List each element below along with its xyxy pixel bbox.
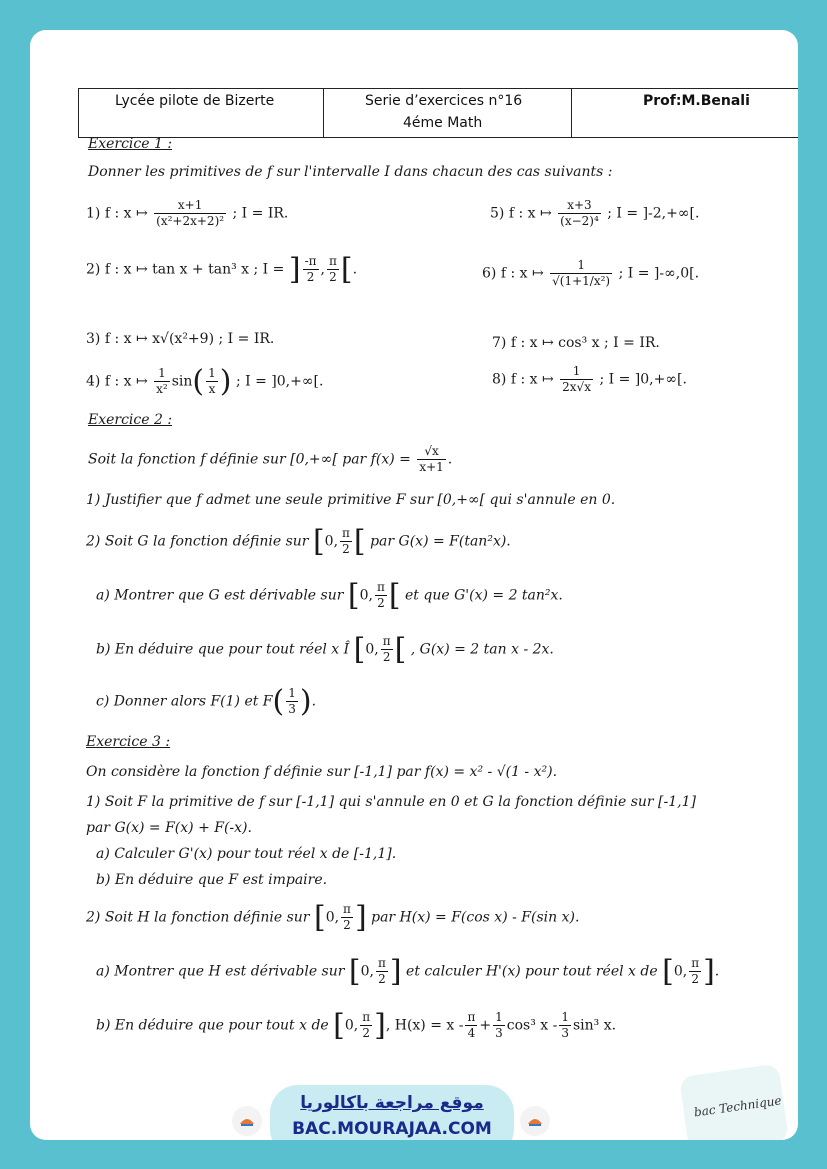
teacher-name: Prof:M.Benali [643, 93, 750, 109]
ex1-item-4: 4) f : x ↦ $\frac{1}{\text{x²}}$ sin( $\frac{1}{x}$ ) ; I = ]0,+∞[. [86, 364, 324, 399]
ex1-item-2: 2) f : x ↦ tan x + tan³ x ; I = ] $\frac{-\pi}{2}$ , $\frac{\pi}{2}$ [. [86, 252, 358, 287]
ex3-q2: 2) Soit H la fonction définie sur [0, $\frac{\pi}{2}$ ] par H(x) = F(cos x) - F(sin x). [86, 900, 580, 935]
exercise-1-title: Exercice 1 : [88, 136, 173, 152]
ex2-q2: 2) Soit G la fonction définie sur [0, $\frac{\pi}{2}$ [ par G(x) = F(tan²x). [86, 524, 511, 559]
ex2-qc: c) Donner alors F(1) et F( $\frac{1}{3}$ ). [96, 684, 317, 719]
ex1-item-7: 7) f : x ↦ cos³ x ; I = IR. [492, 335, 660, 351]
series-title: Serie d’exercices n°16 [365, 93, 523, 109]
site-url[interactable]: BAC.MOURAJAA.COM [292, 1119, 492, 1139]
site-logo-left-icon [232, 1106, 262, 1136]
ex1-item-1: 1) f : x ↦ $\frac{x+1}{\text{(x²+2x+2)²}}$ ; I = IR. [86, 198, 289, 228]
ex3-qb: b) En déduire que F est impaire. [96, 872, 328, 888]
ex3-q2b: b) En déduire que pour tout x de [0, $\frac{\pi}{2}$ ], H(x) = x - $\frac{\pi}{4}$ + $\frac{1}{3}$ cos³ x - $\frac{1}{3}$ sin³ x. [96, 1008, 617, 1043]
exercise-2-title: Exercice 2 : [88, 412, 173, 428]
ex3-q2a: a) Montrer que H est dérivable sur [0, $\frac{\pi}{2}$ ] et calculer H'(x) pour tout réel x de [0, $\frac{\pi}{2}$ ]. [96, 954, 720, 989]
header-table [78, 88, 798, 138]
class-level: 4éme Math [403, 115, 483, 131]
ex1-item-6: 6) f : x ↦ $\frac{1}{\text{√(1+1/x²)}}$ ; I = ]-∞,0[. [482, 258, 700, 288]
ex1-item-5: 5) f : x ↦ $\frac{x+3}{\text{(x−2)⁴}}$ ; I = ]-2,+∞[. [490, 198, 700, 228]
ex3-qa: a) Calculer G'(x) pour tout réel x de [-1,1]. [96, 846, 397, 862]
ex1-item-3: 3) f : x ↦ x√(x²+9) ; I = IR. [86, 331, 275, 347]
site-logo-right-icon [520, 1106, 550, 1136]
bac-technique-stamp: bac Technique [679, 1063, 789, 1140]
exercise-3-title: Exercice 3 : [86, 734, 171, 750]
exercise-1-intro: Donner les primitives de f sur l'intervalle I dans chacun des cas suivants : [88, 164, 613, 180]
document-page [30, 30, 798, 1140]
school-name: Lycée pilote de Bizerte [115, 93, 275, 109]
site-banner[interactable] [270, 1085, 514, 1140]
ex2-qa: a) Montrer que G est dérivable sur [0, $\frac{\pi}{2}$ [ et que G'(x) = 2 tan²x. [96, 578, 563, 613]
ex3-q1: 1) Soit F la primitive de f sur [-1,1] qui s'annule en 0 et G la fonction définie sur [-1,1] [86, 794, 696, 810]
ex2-qb: b) En déduire que pour tout réel x Î [0, $\frac{\pi}{2}$ [ , G(x) = 2 tan x - 2x. [96, 632, 554, 667]
ex1-item-8: 8) f : x ↦ $\frac{1}{2x√x}$ ; I = ]0,+∞[. [492, 364, 687, 394]
site-arabic-name: موقع مراجعة باكالوريا [300, 1093, 484, 1113]
ex2-q1: 1) Justifier que f admet une seule primitive F sur [0,+∞[ qui s'annule en 0. [86, 492, 616, 508]
ex3-q1b: par G(x) = F(x) + F(-x). [86, 820, 252, 836]
ex3-intro: On considère la fonction f définie sur [-1,1] par f(x) = x² - √(1 - x²). [86, 764, 558, 780]
ex2-intro: Soit la fonction f définie sur [0,+∞[ par f(x) = $\frac{√x}{x+1}$ . [88, 444, 453, 474]
